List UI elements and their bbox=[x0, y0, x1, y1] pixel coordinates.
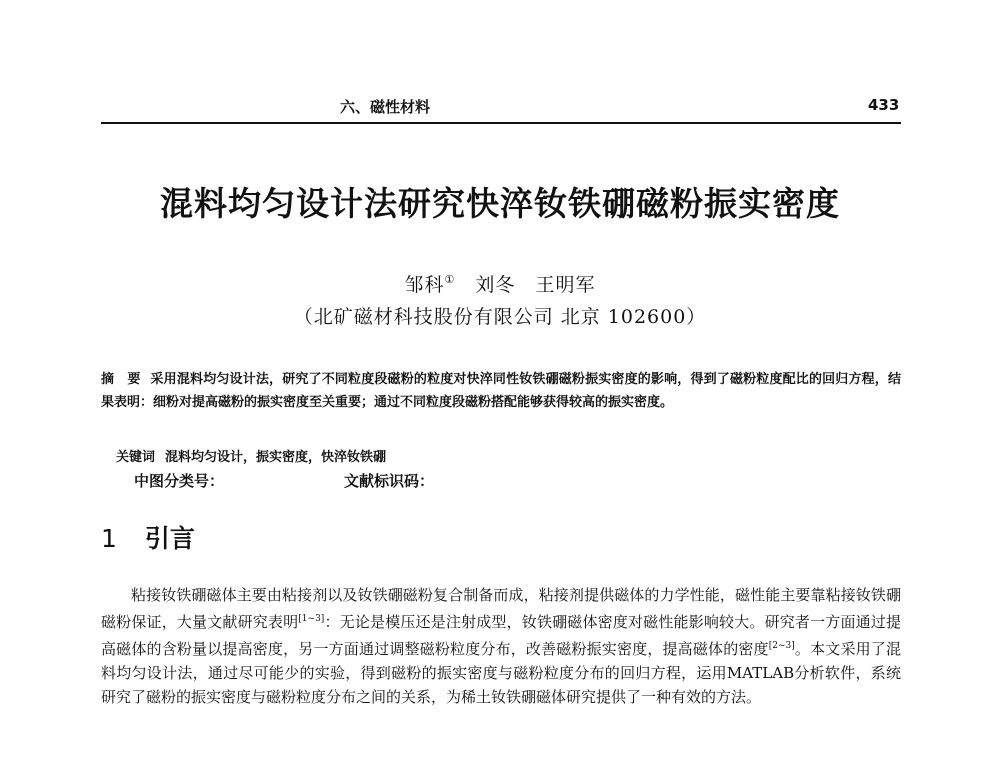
classification-label: 中图分类号： bbox=[134, 472, 225, 490]
abstract-text: 采用混料均匀设计法，研究了不同粒度段磁粉的粒度对快淬同性钕铁硼磁粉振实密度的影响，得到了磁粉粒度配比的回归方程，结果表明：细粉对提高磁粉的振实密度至关重要；通过不同粒度段磁粉搭配能够获得较高的振实密度。 bbox=[101, 372, 901, 410]
author-note-mark: ① bbox=[444, 273, 456, 286]
section-number: 1 bbox=[101, 524, 117, 553]
affiliation: （北矿磁材科技股份有限公司 北京 102600） bbox=[293, 306, 707, 328]
body-segment-3: 。本文采用了混料均匀设计法，通过尽可能少的实验，得到磁粉的振实密度与磁粉粒度分布的回归方程，运用MATLAB分析软件，系统研究了磁粉的振实密度与磁粉粒度分布之间的关系，为稀土钕铁硼磁体研究提供了一种有效的方法。 bbox=[101, 640, 901, 706]
keywords-text: 混料均匀设计，振实密度，快淬钕铁硼 bbox=[165, 450, 387, 465]
section-heading bbox=[101, 519, 195, 555]
author-list bbox=[0, 270, 1000, 297]
author-2: 刘冬 bbox=[475, 274, 516, 296]
paper-title: 混料均匀设计法研究快淬钕铁硼磁粉振实密度 bbox=[160, 184, 840, 223]
citation-ref-1: [1~3] bbox=[298, 614, 325, 624]
keywords-label: 关键词 bbox=[116, 450, 156, 465]
citation-ref-2: [2~3] bbox=[768, 641, 795, 651]
author-1: 邹科 bbox=[404, 274, 445, 296]
keywords bbox=[116, 446, 896, 465]
section-title: 引言 bbox=[144, 524, 195, 553]
body-paragraph bbox=[101, 583, 901, 709]
running-header-section: 六、磁性材料 bbox=[339, 98, 430, 116]
body-segment-2: ：无论是模压还是注射成型，钕铁硼磁体密度对磁性能影响较大。研究者一方面通过提高磁体的含粉量以提高密度，另一方面通过调整磁粉粒度分布，改善磁粉振实密度，提高磁体的密度 bbox=[101, 613, 901, 658]
author-3: 王明军 bbox=[535, 274, 596, 296]
body-segment-1: 粘接钕铁硼磁体主要由粘接剂以及钕铁硼磁粉复合制备而成，粘接剂提供磁体的力学性能，磁性能主要靠粘接钕铁硼磁粉保证，大量文献研究表明 bbox=[101, 586, 901, 631]
page-number: 433 bbox=[868, 96, 900, 114]
header-rule bbox=[101, 122, 901, 124]
document-code-label: 文献标识码： bbox=[344, 472, 435, 490]
abstract-label: 摘 要 bbox=[101, 372, 141, 387]
abstract bbox=[101, 368, 901, 414]
